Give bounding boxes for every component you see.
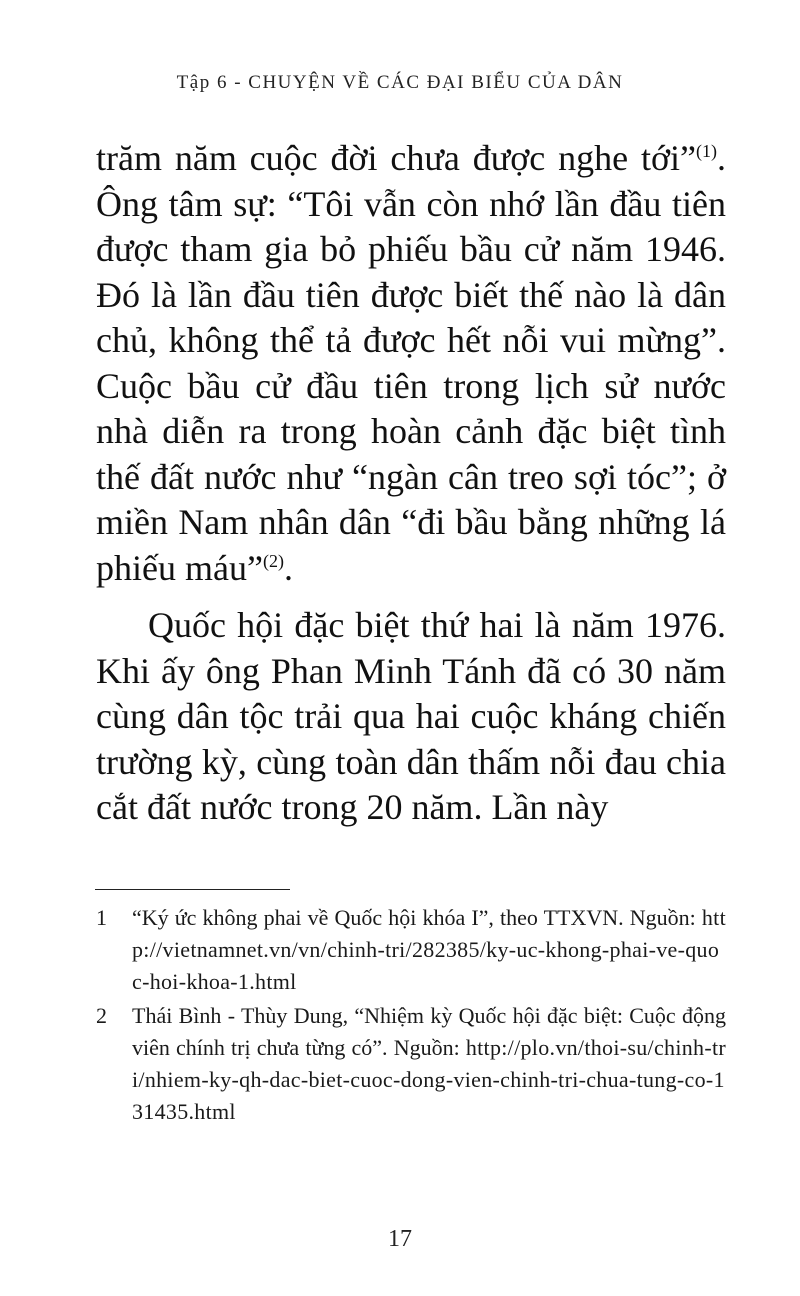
footnote-ref-1[interactable]: (1) — [696, 141, 717, 161]
footnote-text — [132, 902, 726, 998]
footnote-divider — [95, 889, 290, 890]
footnote-1 — [96, 902, 726, 998]
footnote-2 — [96, 1000, 726, 1128]
footnote-citation: Thái Bình - Thùy Dung, “Nhiệm kỳ Quốc hội đặc biệt: Cuộc động viên chính trị chưa từng có”. Nguồn: — [132, 1003, 726, 1060]
page-number: 17 — [388, 1226, 412, 1252]
footnote-number: 2 — [96, 1003, 107, 1028]
main-text — [96, 136, 726, 831]
footnote-url[interactable]: http://vietnamnet.vn/vn/chinh-tri/282385/ky-uc-khong-phai-ve-quoc-hoi-khoa-1.html — [132, 905, 726, 994]
paragraph-2: Quốc hội đặc biệt thứ hai là năm 1976. Khi ấy ông Phan Minh Tánh đã có 30 năm cùng dân tộc trải qua hai cuộc kháng chiến trường kỳ, cùng toàn dân thấm nỗi đau chia cắt đất nước trong 20 năm. Lần này — [96, 605, 726, 827]
footnote-citation: “Ký ức không phai về Quốc hội khóa I”, theo TTXVN. Nguồn: — [132, 905, 702, 930]
paragraph-1-text-c: . — [283, 547, 293, 588]
footnote-text — [132, 1000, 726, 1128]
footnotes — [96, 902, 726, 1130]
running-header: Tập 6 - CHUYỆN VỀ CÁC ĐẠI BIỂU CỦA DÂN — [176, 72, 624, 93]
footnote-url[interactable]: http://plo.vn/thoi-su/chinh-tri/nhiem-ky-qh-dac-biet-cuoc-dong-vien-chinh-tri-chua-tung-co-131435.html — [132, 1035, 726, 1124]
paragraph-1-text-b: . Ông tâm sự: “Tôi vẫn còn nhớ lần đầu tiên được tham gia bỏ phiếu bầu cử năm 1946. Đó là lần đầu tiên được biết thế nào là dân chủ, không thể tả được hết nỗi vui mừng”. Cuộc bầu cử đầu tiên trong lịch sử nước nhà diễn ra trong hoàn cảnh đặc biệt tình thế đất nước như “ngàn cân treo sợi tóc”; ở miền Nam nhân dân “đi bầu bằng những lá phiếu máu” — [96, 138, 726, 588]
footnote-number: 1 — [96, 905, 107, 930]
footnote-ref-2[interactable]: (2) — [262, 550, 284, 571]
paragraph-1 — [96, 136, 726, 591]
paragraph-1-text-a: trăm năm cuộc đời chưa được nghe tới” — [96, 138, 696, 178]
